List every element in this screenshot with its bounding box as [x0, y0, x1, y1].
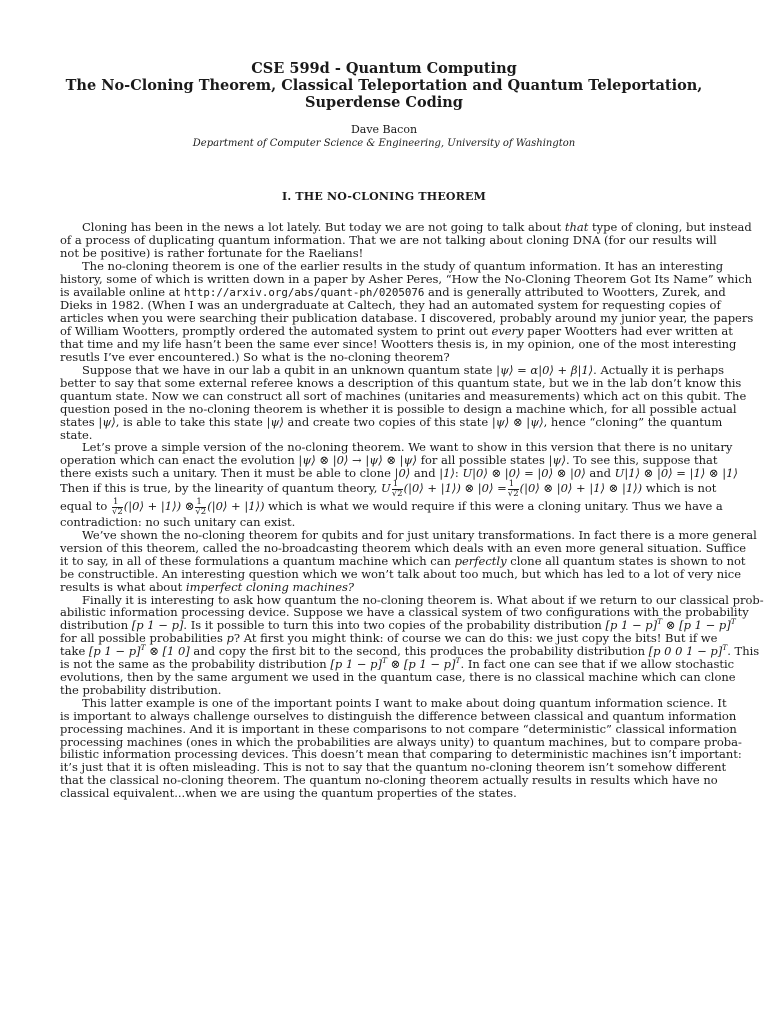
text-line: processing machines. And it is important in these comparisons to not compare “deterministic” classical information: [60, 721, 737, 736]
math-inline: (|0⟩ ⊗ |0⟩ + |1⟩ ⊗ |1⟩): [519, 481, 643, 496]
text-line: Let’s prove a simple version of the no-cloning theorem. We want to show in this version that there is no unitary: [82, 440, 733, 455]
fraction: $\frac{1}{√2}$: [111, 497, 123, 517]
text-line: for all possible probabilities p? At first you might think: of course we can do this: we just copy the bits! But if we: [60, 631, 718, 646]
arxiv-link[interactable]: http://arxiv.org/abs/quant-ph/0205076: [183, 285, 425, 299]
text-line: version of this theorem, called the no-broadcasting theorem which deals with an even more general situation. Suffice: [60, 540, 747, 555]
course-title: CSE 599d - Quantum Computing: [251, 60, 517, 77]
text-line: that the classical no-cloning theorem. The quantum no-cloning theorem actually results in results which have no: [60, 773, 718, 788]
emphasis: that: [564, 220, 589, 234]
text-line: Then if this is true, by the linearity of quantum theory, U $\frac{1}{√2}$ (|0⟩ + |1⟩) ⊗ |0⟩ = $\frac{1}{√2}$ (|0⟩ ⊗ |0⟩ + |1⟩ ⊗ |1⟩) which is not: [60, 479, 717, 499]
text-line: is not the same as the probability distribution [p 1 − p]$^T$ ⊗ [p 1 − p]$^T$. In fact one can see that if we allow stochastic: [60, 656, 735, 672]
fraction: $\frac{1}{√2}$: [507, 479, 519, 499]
text-line: there exists such a unitary. Then it must be able to clone |0⟩ and |1⟩: U|0⟩ ⊗ |0⟩ = |0⟩ ⊗ |0⟩ and U|1⟩ ⊗ |0⟩ = |1⟩ ⊗ |1⟩: [60, 466, 738, 481]
emphasis: every: [491, 324, 524, 339]
math-inline: |ψ⟩ ⊗ |ψ⟩: [491, 414, 544, 429]
text-line: contradiction: no such unitary can exist.: [60, 515, 296, 530]
math-inline: |ψ⟩: [548, 453, 566, 468]
text-line: state.: [60, 427, 93, 442]
math-inline: |ψ⟩ ⊗ |0⟩ → |ψ⟩ ⊗ |ψ⟩: [298, 453, 418, 468]
fraction: $\frac{1}{√2}$: [391, 479, 403, 499]
text-line: the probability distribution.: [60, 682, 222, 697]
text-line: states |ψ⟩, is able to take this state |ψ⟩ and create two copies of this state |ψ⟩ ⊗ |ψ⟩, hence “cloning” the quantum: [60, 414, 723, 429]
text-line: history, some of which is written down in a paper by Asher Peres, “How the No-Cloning Theorem Got Its Name” which: [60, 271, 753, 286]
math-inline: U|0⟩ ⊗ |0⟩ = |0⟩ ⊗ |0⟩: [462, 466, 586, 481]
text-line: quantum state. Now we can construct all sort of machines (unitaries and measurements) which act on this qubit. The: [60, 388, 747, 403]
text-line: not be positive) is rather fortunate for the Raelians!: [60, 245, 364, 260]
text-line: that time and my life hasn’t been the same ever since! Wootters thesis is, in my opinion, one of the most interesting: [60, 337, 737, 352]
text-line: equal to $\frac{1}{√2}$ (|0⟩ + |1⟩) ⊗ $\frac{1}{√2}$ (|0⟩ + |1⟩) which is what we would require if this were a cloning unitary. Thus we have a: [60, 497, 723, 517]
text-line: results is what about imperfect cloning machines?: [60, 579, 355, 594]
text-line: resutls I’ve ever encountered.) So what is the no-cloning theorem?: [60, 350, 450, 365]
text-line: distribution [p 1 − p]. Is it possible to turn this into two copies of the probability distribution [p 1 − p]$^T$ ⊗ [p 1 − p]$^T$: [60, 617, 736, 633]
math-inline: p: [226, 631, 234, 646]
text-line: The no-cloning theorem is one of the earlier results in the study of quantum information. It has an interesting: [82, 258, 724, 273]
text-line: it to say, in all of these formulations a quantum machine which can perfectly clone all quantum states is shown to not: [60, 553, 746, 568]
text-line: is important to always challenge ourselves to distinguish the difference between classical and quantum information: [60, 708, 737, 723]
emphasis: imperfect cloning machines?: [185, 579, 355, 594]
text-line: classical equivalent...when we are using the quantum properties of the states.: [60, 786, 517, 801]
text-line: abilistic information processing device. Suppose we have a classical system of two configurations with the probability: [60, 605, 749, 620]
math-inline: |0⟩: [394, 466, 411, 481]
text-line: processing machines (ones in which the probabilities are always unity) to quantum machines, but to compare proba-: [60, 734, 742, 749]
author-affiliation: Department of Computer Science & Engineering, University of Washington: [192, 138, 576, 149]
math-inline: |ψ⟩ = α|0⟩ + β|1⟩: [496, 362, 594, 377]
fraction: $\frac{1}{√2}$: [195, 497, 207, 517]
math-inline: U|1⟩ ⊗ |0⟩ = |1⟩ ⊗ |1⟩: [614, 466, 738, 481]
text-line: operation which can enact the evolution |ψ⟩ ⊗ |0⟩ → |ψ⟩ ⊗ |ψ⟩ for all possible states |ψ⟩. To see this, suppose that: [60, 453, 718, 468]
math-inline: [p 1 − p]$^T$ ⊗ [1 0]: [88, 643, 190, 659]
math-inline: [p 0 0 1 − p]$^T$: [648, 643, 728, 659]
section-heading: I. THE NO-CLONING THEOREM: [282, 190, 486, 203]
lecture-title-line-1: The No-Cloning Theorem, Classical Teleportation and Quantum Teleportation,: [65, 77, 703, 94]
text-line: Finally it is interesting to ask how quantum the no-cloning theorem is. What about if we return to our classical prob-: [82, 592, 764, 607]
text-line: evolutions, then by the same argument we used in the quantum case, there is no classical machine which can clone: [60, 670, 736, 684]
text-line: take [p 1 − p]$^T$ ⊗ [1 0] and copy the first bit to the second, this produces the probability distribution [p 0 0 1 − p]$^T$. This: [60, 643, 760, 659]
math-inline: |ψ⟩: [98, 414, 116, 429]
title-block: [60, 60, 708, 150]
text-line: be constructible. An interesting question which we won’t talk about too much, but which has led to a lot of very nice: [60, 566, 742, 581]
text-line: bilistic information processing devices. This doesn’t mean that comparing to deterministic machines isn’t important:: [60, 747, 742, 762]
math-inline: [p 1 − p]: [131, 618, 184, 633]
math-inline: |1⟩: [439, 466, 455, 481]
math-inline: (|0⟩ + |1⟩) ⊗ |0⟩ =: [403, 481, 507, 496]
text-line: it’s just that it is often misleading. This is not to say that the quantum no-cloning theorem isn’t somehow different: [60, 760, 727, 775]
math-inline: |ψ⟩: [266, 414, 284, 429]
math-inline: (|0⟩ + |1⟩): [207, 499, 265, 514]
text-line: is available online at http://arxiv.org/abs/quant-ph/0205076 and is generally attributed to Wootters, Zurek, and: [60, 284, 726, 299]
math-inline: [p 1 − p]$^T$ ⊗ [p 1 − p]$^T$: [330, 656, 461, 672]
text-line: Suppose that we have in our lab a qubit in an unknown quantum state |ψ⟩ = α|0⟩ + β|1⟩. Actually it is perhaps: [82, 362, 724, 377]
text-line: This latter example is one of the important points I want to make about doing quantum information science. It: [82, 695, 727, 710]
text-line: articles when you were searching their publication database. I discovered, probably around my junior year, the papers: [60, 311, 754, 326]
text-line: of a process of duplicating quantum information. That we are not talking about cloning DNA (for our results will: [60, 232, 717, 247]
lecture-title-line-2: Superdense Coding: [305, 94, 463, 111]
math-inline: U: [381, 481, 391, 496]
text-line: Cloning has been in the news a lot lately. But today we are not going to talk about that type of cloning, but instead: [82, 220, 752, 234]
text-line: We’ve shown the no-cloning theorem for qubits and for just unitary transformations. In fact there is a more general: [82, 528, 757, 543]
text-line: better to say that some external referee knows a description of this quantum state, but we in the lab don’t know this: [60, 375, 742, 390]
author-name: Dave Bacon: [350, 123, 418, 136]
body-text: [60, 220, 764, 801]
text-line: question posed in the no-cloning theorem is whether it is possible to design a machine which, for all possible actual: [60, 401, 737, 416]
text-line: of William Wootters, promptly ordered the automated system to print out every paper Wootters had ever written at: [60, 324, 733, 339]
text-line: Dieks in 1982. (When I was an undergraduate at Caltech, they had an automated system for requesting copies of: [60, 298, 721, 313]
math-inline: [p 1 − p]$^T$ ⊗ [p 1 − p]$^T$: [605, 617, 736, 633]
math-inline: (|0⟩ + |1⟩) ⊗: [123, 499, 195, 514]
emphasis: perfectly: [454, 553, 507, 568]
